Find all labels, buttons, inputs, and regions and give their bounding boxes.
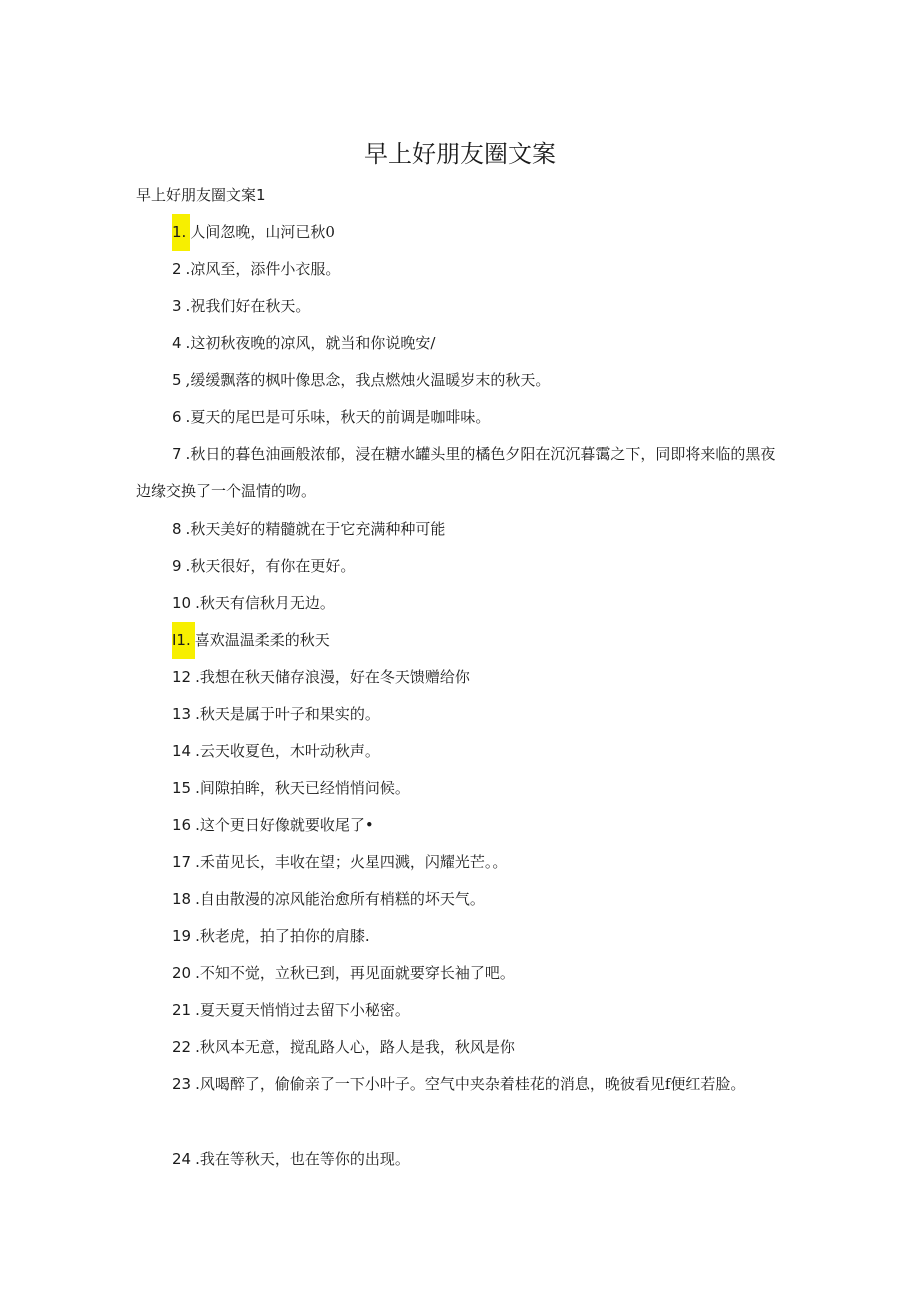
item-number: 1. — [172, 214, 190, 251]
item-number: 18 — [172, 890, 192, 908]
item-text: .秋天有信秋月无边。 — [195, 594, 335, 612]
item-text: .秋天是属于叶子和果实的。 — [195, 705, 380, 723]
item-text: .秋日的暮色油画般浓郁，浸在糖水罐头里的橘色夕阳在沉沉暮霭之下，同即将来临的黑夜边缘交换了一个温情的吻。 — [136, 445, 776, 500]
item-text: .不知不觉，立秋已到，再见面就要穿长袖了吧。 — [195, 964, 515, 982]
item-number: 13 — [172, 705, 192, 723]
list-item — [136, 399, 781, 436]
list-item — [136, 251, 781, 288]
section-heading: 早上好朋友圈文案1 — [136, 186, 266, 204]
item-text: .祝我们好在秋天。 — [185, 297, 311, 315]
item-number: 12 — [172, 668, 192, 686]
list-item — [136, 288, 781, 325]
item-text: .秋风本无意，搅乱路人心，路人是我，秋风是你 — [195, 1038, 515, 1056]
list-item — [136, 696, 781, 733]
item-text: 人间忽晚，山河已秋0 — [190, 223, 335, 241]
item-number: 16 — [172, 816, 192, 834]
item-text: .秋天美好的精髓就在于它充满种种可能 — [185, 520, 446, 538]
item-number: 6 — [172, 408, 182, 426]
item-text: .夏天的尾巴是可乐味，秋天的前调是咖啡味。 — [185, 408, 491, 426]
item-number: 2 — [172, 260, 182, 278]
list-item — [136, 585, 781, 622]
item-number: 9 — [172, 557, 182, 575]
list-item — [136, 1066, 781, 1103]
item-number: 17 — [172, 853, 192, 871]
item-text: ,缓缓飘落的枫叶像思念，我点燃烛火温暖岁末的秋天。 — [185, 371, 551, 389]
item-text: .凉风至，添件小衣服。 — [185, 260, 341, 278]
item-text: .夏天夏天悄悄过去留下小秘密。 — [195, 1001, 410, 1019]
item-number: 10 — [172, 594, 192, 612]
item-number: 20 — [172, 964, 192, 982]
list-item — [136, 918, 781, 955]
item-text: .间隙拍眸，秋天已经悄悄问候。 — [195, 779, 410, 797]
list-item — [136, 325, 781, 362]
item-number: 14 — [172, 742, 192, 760]
item-text: .秋老虎，拍了拍你的肩膝. — [195, 927, 370, 945]
item-number: 23 — [172, 1075, 192, 1093]
item-text: .风喝醉了，偷偷亲了一下小叶子。空气中夹杂着桂花的消息，晚彼看见f便红若脸。 — [195, 1075, 746, 1093]
item-number: 5 — [172, 371, 182, 389]
item-number: 19 — [172, 927, 192, 945]
list-item — [136, 548, 781, 585]
item-number: 15 — [172, 779, 192, 797]
list-item — [136, 733, 781, 770]
list-item — [136, 881, 781, 918]
item-text: 喜欢温温柔柔的秋天 — [194, 631, 330, 649]
item-number: 3 — [172, 297, 182, 315]
list-item — [136, 511, 781, 548]
item-number: 22 — [172, 1038, 192, 1056]
list-item — [136, 659, 781, 696]
item-number: 21 — [172, 1001, 192, 1019]
page-title: 早上好朋友圈文案 — [364, 140, 556, 168]
item-text: .自由散漫的凉风能治愈所有梢糕的坏天气。 — [195, 890, 485, 908]
item-text: .我在等秋天，也在等你的出现。 — [195, 1150, 410, 1168]
item-number: 24 — [172, 1150, 192, 1168]
item-number: I1. — [172, 622, 195, 659]
list-item — [136, 955, 781, 992]
item-text: .这初秋夜晚的凉风，就当和你说晚安/ — [185, 334, 436, 352]
item-number: 4 — [172, 334, 182, 352]
list-item — [136, 1141, 781, 1178]
list-item — [136, 1029, 781, 1066]
item-text: .云天收夏色，木叶动秋声。 — [195, 742, 380, 760]
list-item — [136, 622, 781, 659]
list-item — [136, 992, 781, 1029]
list-item — [136, 362, 781, 399]
item-text: .禾苗见长，丰收在望；火星四溅，闪耀光芒。。 — [195, 853, 508, 871]
item-text: .秋天很好，有你在更好。 — [185, 557, 356, 575]
list-item — [136, 844, 781, 881]
list-item — [136, 214, 781, 251]
item-number: 7 — [172, 445, 182, 463]
list-item — [136, 770, 781, 807]
item-text: .我想在秋天储存浪漫，好在冬天馈赠给你 — [195, 668, 470, 686]
list-item — [136, 436, 781, 510]
item-text: .这个更日好像就要收尾了• — [195, 816, 374, 834]
item-number: 8 — [172, 520, 182, 538]
list-item — [136, 807, 781, 844]
